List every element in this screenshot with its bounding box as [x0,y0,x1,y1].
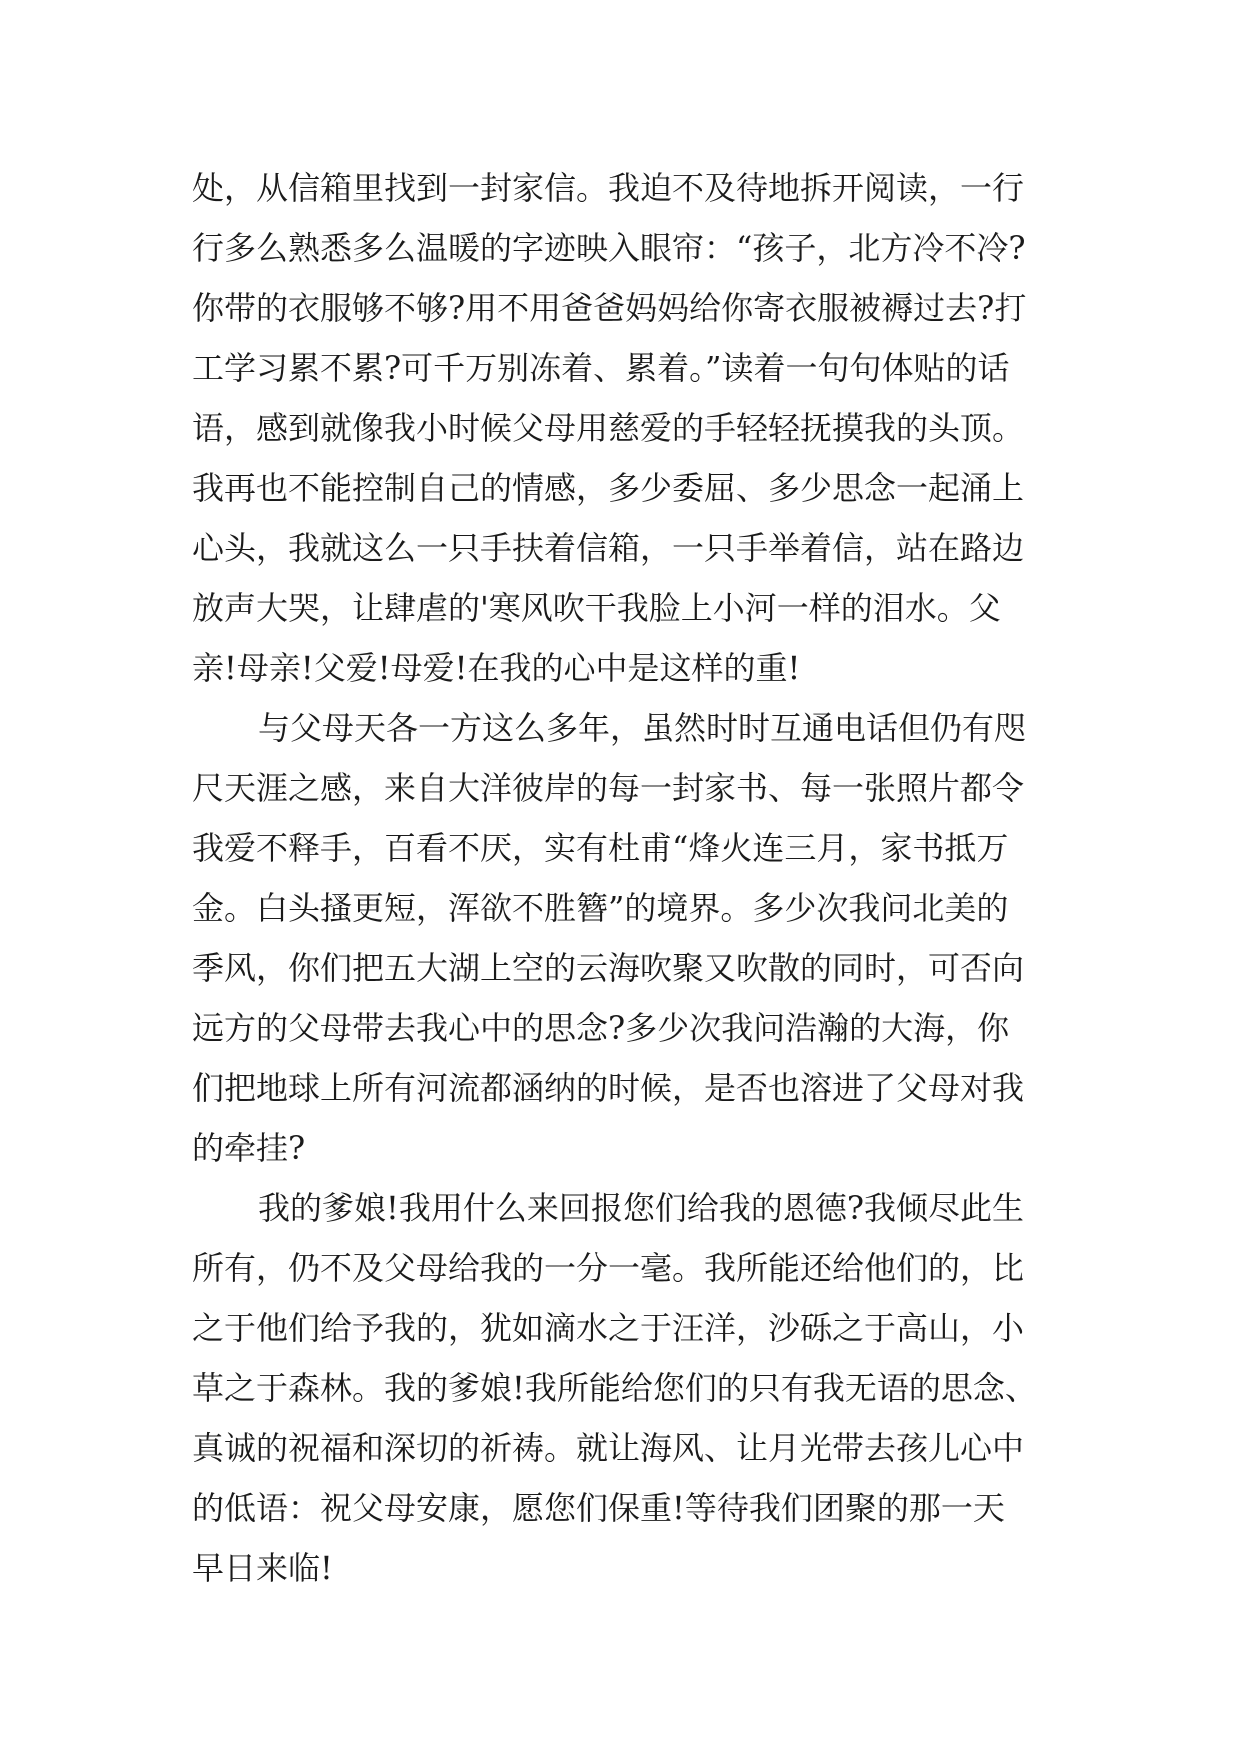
text-line: 工学习累不累?可千万别冻着、累着。”读着一句句体贴的话 [192,349,1010,387]
text-line: 金。白头搔更短，浑欲不胜簪”的境界。多少次我问北美的 [192,889,1009,927]
text-line: 处，从信箱里找到一封家信。我迫不及待地拆开阅读，一行 [192,169,1025,207]
text-line: 之于他们给予我的，犹如滴水之于汪洋，沙砾之于高山，小 [192,1309,1025,1347]
text-line: 我再也不能控制自己的情感，多少委屈、多少思念一起涌上 [192,469,1025,507]
text-line: 真诚的祝福和深切的祈祷。就让海风、让月光带去孩儿心中 [192,1429,1025,1467]
text-line: 亲!母亲!父爱!母爱!在我的心中是这样的重! [192,649,801,687]
text-line: 心头，我就这么一只手扶着信箱，一只手举着信，站在路边 [192,529,1025,567]
text-line: 所有，仍不及父母给我的一分一毫。我所能还给他们的，比 [192,1249,1025,1287]
text-line: 行多么熟悉多么温暖的字迹映入眼帘：“孩子，北方冷不冷? [192,229,1026,267]
paragraph-2 [192,698,1072,1178]
text-line: 们把地球上所有河流都涵纳的时候，是否也溶进了父母对我 [192,1069,1025,1107]
paragraph-1 [192,158,1072,698]
text-line: 与父母天各一方这么多年，虽然时时互通电话但仍有咫 [258,709,1027,747]
text-line: 草之于森林。我的爹娘!我所能给您们的只有我无语的思念、 [192,1369,1037,1407]
text-line: 语，感到就像我小时候父母用慈爱的手轻轻抚摸我的头顶。 [192,409,1025,447]
text-line: 季风，你们把五大湖上空的云海吹聚又吹散的同时，可否向 [192,949,1025,987]
text-line: 我爱不释手，百看不厌，实有杜甫“烽火连三月，家书抵万 [192,829,1009,867]
text-line: 远方的父母带去我心中的思念?多少次我问浩瀚的大海，你 [192,1009,1010,1047]
text-line: 你带的衣服够不够?用不用爸爸妈妈给你寄衣服被褥过去?打 [192,289,1027,327]
text-line: 尺天涯之感，来自大洋彼岸的每一封家书、每一张照片都令 [192,769,1025,807]
paragraph-3 [192,1178,1072,1598]
text-line: 我的爹娘!我用什么来回报您们给我的恩德?我倾尽此生 [258,1189,1025,1227]
document-body [192,158,1072,1598]
text-line: 放声大哭，让肆虐的'寒风吹干我脸上小河一样的泪水。父 [192,589,1001,627]
text-line: 的低语：祝父母安康，愿您们保重!等待我们团聚的那一天 [192,1489,1005,1527]
text-line: 的牵挂? [192,1129,306,1167]
text-line: 早日来临! [192,1549,333,1587]
